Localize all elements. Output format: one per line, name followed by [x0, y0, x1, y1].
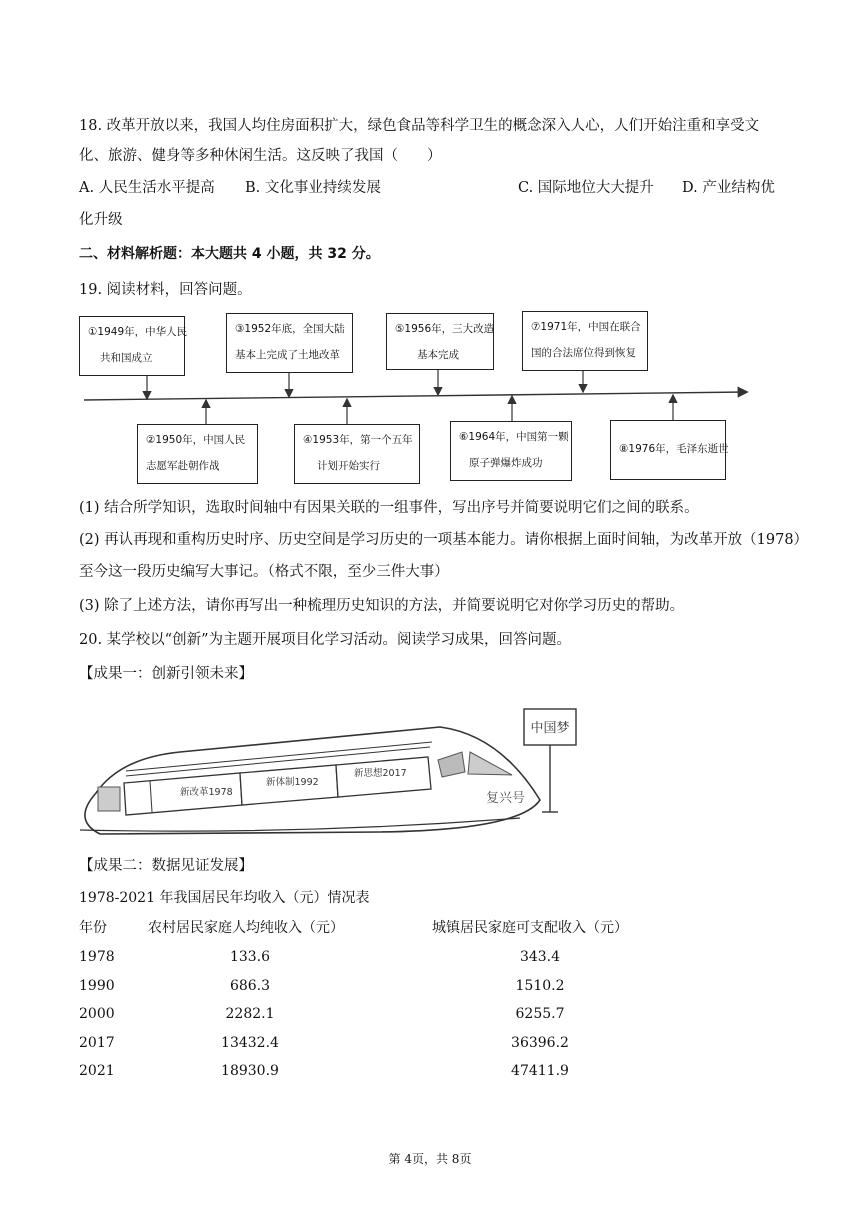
table-cell-rural: 13432.4: [221, 1035, 279, 1051]
q20-intro: 20. 某学校以“创新”为主题开展项目化学习活动。阅读学习成果，回答问题。: [79, 632, 571, 648]
timeline-event-text: ⑥1964年，中国第一颗: [459, 431, 569, 443]
q20-result2-title: 【成果二：数据见证发展】: [79, 858, 253, 874]
train-name: 复兴号: [486, 791, 526, 806]
timeline-event-text: 共和国成立: [100, 352, 153, 364]
table-cell-rural: 2282.1: [225, 1006, 275, 1022]
train-car-3-label: 新思想2017: [354, 768, 407, 779]
table-cell-year: 2000: [79, 1006, 115, 1022]
timeline-event-text: 原子弹爆炸成功: [469, 457, 543, 469]
income-table-title: 1978-2021 年我国居民年均收入（元）情况表: [79, 890, 370, 906]
page-footer: 第 4页，共 8页: [388, 1152, 472, 1166]
section2-title: 二、材料解析题：本大题共 4 小题，共 32 分。: [79, 246, 380, 262]
timeline-event-text: 基本上完成了土地改革: [235, 349, 340, 361]
q18-option-b: B. 文化事业持续发展: [245, 180, 381, 196]
table-cell-year: 2017: [79, 1035, 115, 1051]
table-cell-urban: 1510.2: [515, 978, 565, 994]
timeline-event-text: 国的合法席位得到恢复: [531, 347, 636, 359]
q18-line2: 化、旅游、健身等多种休闲生活。这反映了我国（ ）: [79, 148, 442, 164]
timeline-event-text: ⑧1976年，毛泽东逝世: [619, 443, 729, 455]
table-cell-rural: 686.3: [229, 978, 271, 994]
table-cell-year: 2021: [79, 1063, 115, 1079]
table-cell-rural: 18930.9: [221, 1063, 279, 1079]
q19-sub2-line1: (2) 再认再现和重构历史时序、历史空间是学习历史的一项基本能力。请你根据上面时间轴，为改革开放（1978）: [79, 532, 809, 548]
timeline-event-text: ⑦1971年，中国在联合: [531, 321, 641, 333]
q18-option-a: A. 人民生活水平提高: [79, 180, 215, 196]
q19-sub1: (1) 结合所学知识，选取时间轴中有因果关联的一组事件，写出序号并简要说明它们之间的联系。: [79, 500, 699, 516]
timeline-event-text: 基本完成: [417, 349, 459, 361]
table-cell-year: 1978: [79, 949, 115, 965]
q18-option-d: D. 产业结构优: [682, 180, 775, 196]
timeline-event-text: ⑤1956年，三大改造: [395, 323, 495, 335]
table-cell-urban: 36396.2: [511, 1035, 569, 1051]
q19-intro: 19. 阅读材料，回答问题。: [79, 282, 252, 298]
q19-sub2-line2: 至今这一段历史编写大事记。（格式不限，至少三件大事）: [79, 564, 449, 580]
table-header-rural: 农村居民家庭人均纯收入（元）: [148, 920, 344, 936]
q18-option-c: C. 国际地位大大提升: [518, 180, 654, 196]
q18-line1: 18. 改革开放以来，我国人均住房面积扩大，绿色食品等科学卫生的概念深入人心，人们开始注重和享受文: [79, 118, 760, 134]
table-cell-urban: 47411.9: [511, 1063, 569, 1079]
table-header-urban: 城镇居民家庭可支配收入（元）: [432, 920, 628, 936]
sign-text: 中国梦: [530, 721, 570, 736]
train-rear-window: [98, 787, 120, 811]
timeline-event-text: ④1953年，第一个五年: [303, 434, 413, 446]
train-car-1-label: 新改革1978: [180, 787, 233, 798]
table-cell-urban: 343.4: [519, 949, 561, 965]
timeline-event-text: ①1949年，中华人民: [88, 326, 188, 338]
table-header-year: 年份: [79, 920, 107, 936]
train-car-2-label: 新体制1992: [266, 777, 319, 788]
table-cell-rural: 133.6: [229, 949, 271, 965]
q18-option-d-cont: 化升级: [79, 212, 123, 228]
q20-result1-title: 【成果一：创新引领未来】: [79, 666, 253, 682]
q19-sub3: (3) 除了上述方法，请你再写出一种梳理历史知识的方法，并简要说明它对你学习历史的帮助。: [79, 598, 685, 614]
timeline-event-text: ③1952年底，全国大陆: [235, 323, 345, 335]
timeline-event-text: ②1950年，中国人民: [146, 434, 246, 446]
table-cell-urban: 6255.7: [515, 1006, 565, 1022]
timeline-event-text: 计划开始实行: [317, 460, 380, 472]
table-cell-year: 1990: [79, 978, 115, 994]
timeline-event-text: 志愿军赴朝作战: [146, 460, 220, 472]
